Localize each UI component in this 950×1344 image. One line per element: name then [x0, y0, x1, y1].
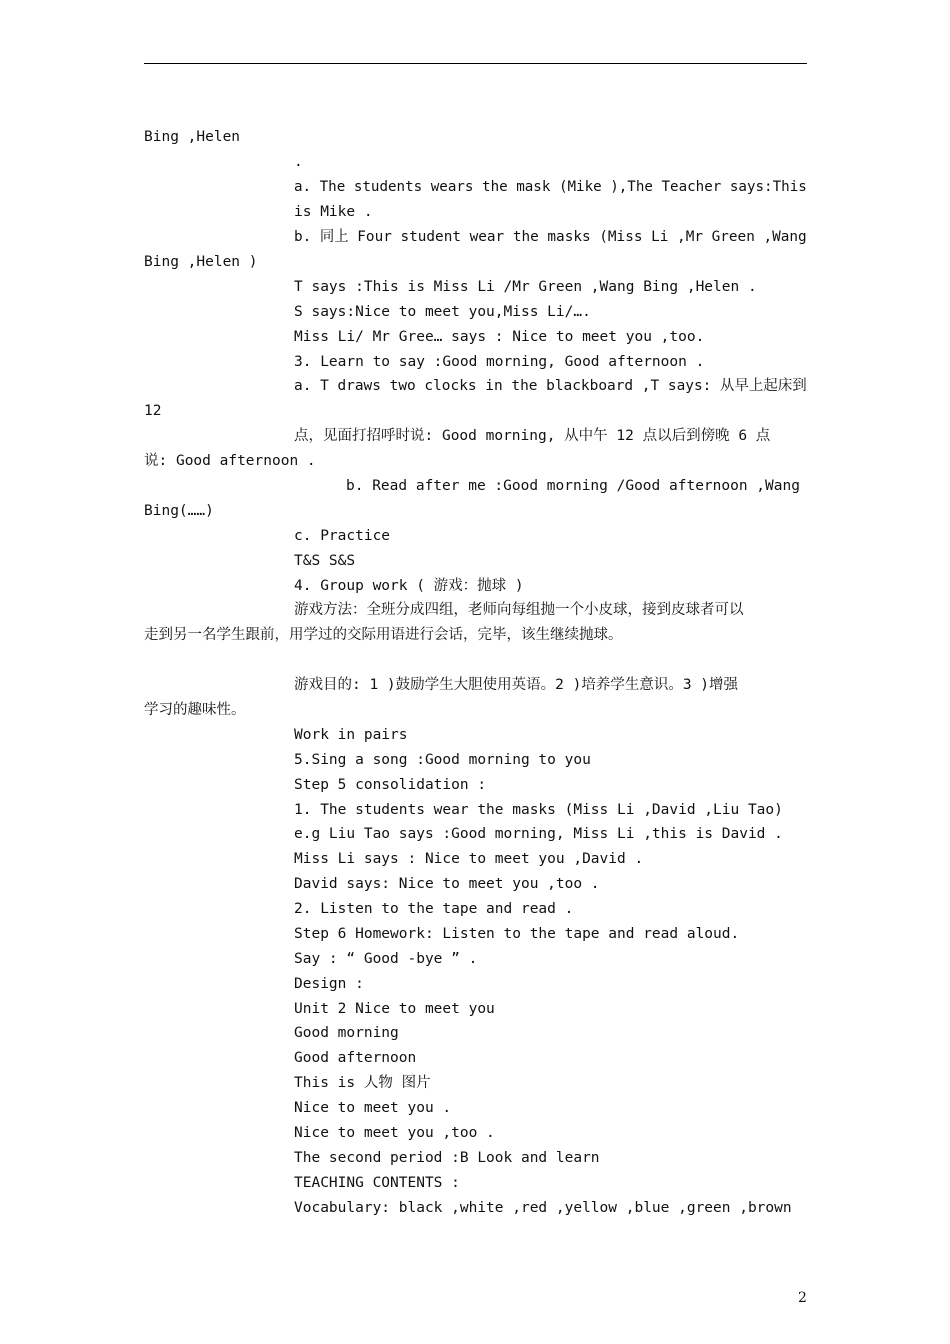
text-line: 游戏目的: 1 )鼓励学生大胆使用英语。2 )培养学生意识。3 )增强 [294, 677, 739, 693]
text-line: Good morning [294, 1025, 399, 1041]
text-line: 12 [144, 403, 162, 419]
text-line: Say : “ Good -bye ” . [294, 951, 478, 967]
page-number: 2 [798, 1290, 807, 1306]
text-line: S says:Nice to meet you,Miss Li/…. [294, 304, 591, 320]
text-line: The second period :B Look and learn [294, 1150, 600, 1166]
text-line: is Mike . [294, 204, 373, 220]
text-line: 1. The students wear the masks (Miss Li ,David ,Liu Tao) [294, 802, 783, 818]
text-line: Miss Li says : Nice to meet you ,David . [294, 851, 644, 867]
text-line: b. 同上 Four student wear the masks (Miss Li ,Mr Green ,Wang [294, 229, 807, 245]
text-line: 2. Listen to the tape and read . [294, 901, 574, 917]
text-line: a. The students wears the mask (Mike ),The Teacher says:This [294, 179, 807, 195]
text-line: Design : [294, 976, 364, 992]
text-line: Nice to meet you ,too . [294, 1125, 495, 1141]
text-line: b. Read after me :Good morning /Good afternoon ,Wang [346, 478, 800, 494]
text-line: Bing(……) [144, 503, 214, 519]
text-line: T says :This is Miss Li /Mr Green ,Wang Bing ,Helen . [294, 279, 757, 295]
text-line: Bing ,Helen ) [144, 254, 258, 270]
text-line: . [294, 154, 303, 170]
text-line: Step 6 Homework: Listen to the tape and read aloud. [294, 926, 740, 942]
text-line: Miss Li/ Mr Gree… says : Nice to meet you ,too. [294, 329, 705, 345]
text-line: 点，见面打招呼时说: Good morning, 从中午 12 点以后到傍晚 6 点 [294, 428, 771, 444]
text-line: c. Practice [294, 528, 391, 544]
text-line: Nice to meet you . [294, 1100, 452, 1116]
text-line: 3. Learn to say :Good morning, Good afternoon . [294, 354, 705, 370]
text-line: Step 5 consolidation : [294, 777, 487, 793]
text-line: Unit 2 Nice to meet you [294, 1001, 495, 1017]
text-line: 4. Group work ( 游戏：抛球 ) [294, 578, 524, 594]
text-line: David says: Nice to meet you ,too . [294, 876, 600, 892]
text-line: 说: Good afternoon . [144, 453, 316, 469]
text-line: TEACHING CONTENTS : [294, 1175, 460, 1191]
text-line: Good afternoon [294, 1050, 417, 1066]
text-line: Bing ,Helen [144, 129, 241, 145]
text-line: a. T draws two clocks in the blackboard ,T says: 从早上起床到 [294, 378, 807, 394]
text-line: e.g Liu Tao says :Good morning, Miss Li ,this is David . [294, 826, 783, 842]
text-line: 5.Sing a song :Good morning to you [294, 752, 591, 768]
text-line: 学习的趣味性。 [144, 702, 246, 718]
text-line: 走到另一名学生跟前，用学过的交际用语进行会话，完毕，该生继续抛球。 [144, 627, 623, 643]
text-line: Work in pairs [294, 727, 408, 743]
header-rule [144, 63, 807, 64]
text-line: T&S S&S [294, 553, 356, 569]
text-line: Vocabulary: black ,white ,red ,yellow ,blue ,green ,brown [294, 1200, 792, 1216]
text-line: This is 人物 图片 [294, 1075, 431, 1091]
text-line: 游戏方法：全班分成四组，老师向每组抛一个小皮球，接到皮球者可以 [294, 602, 744, 618]
